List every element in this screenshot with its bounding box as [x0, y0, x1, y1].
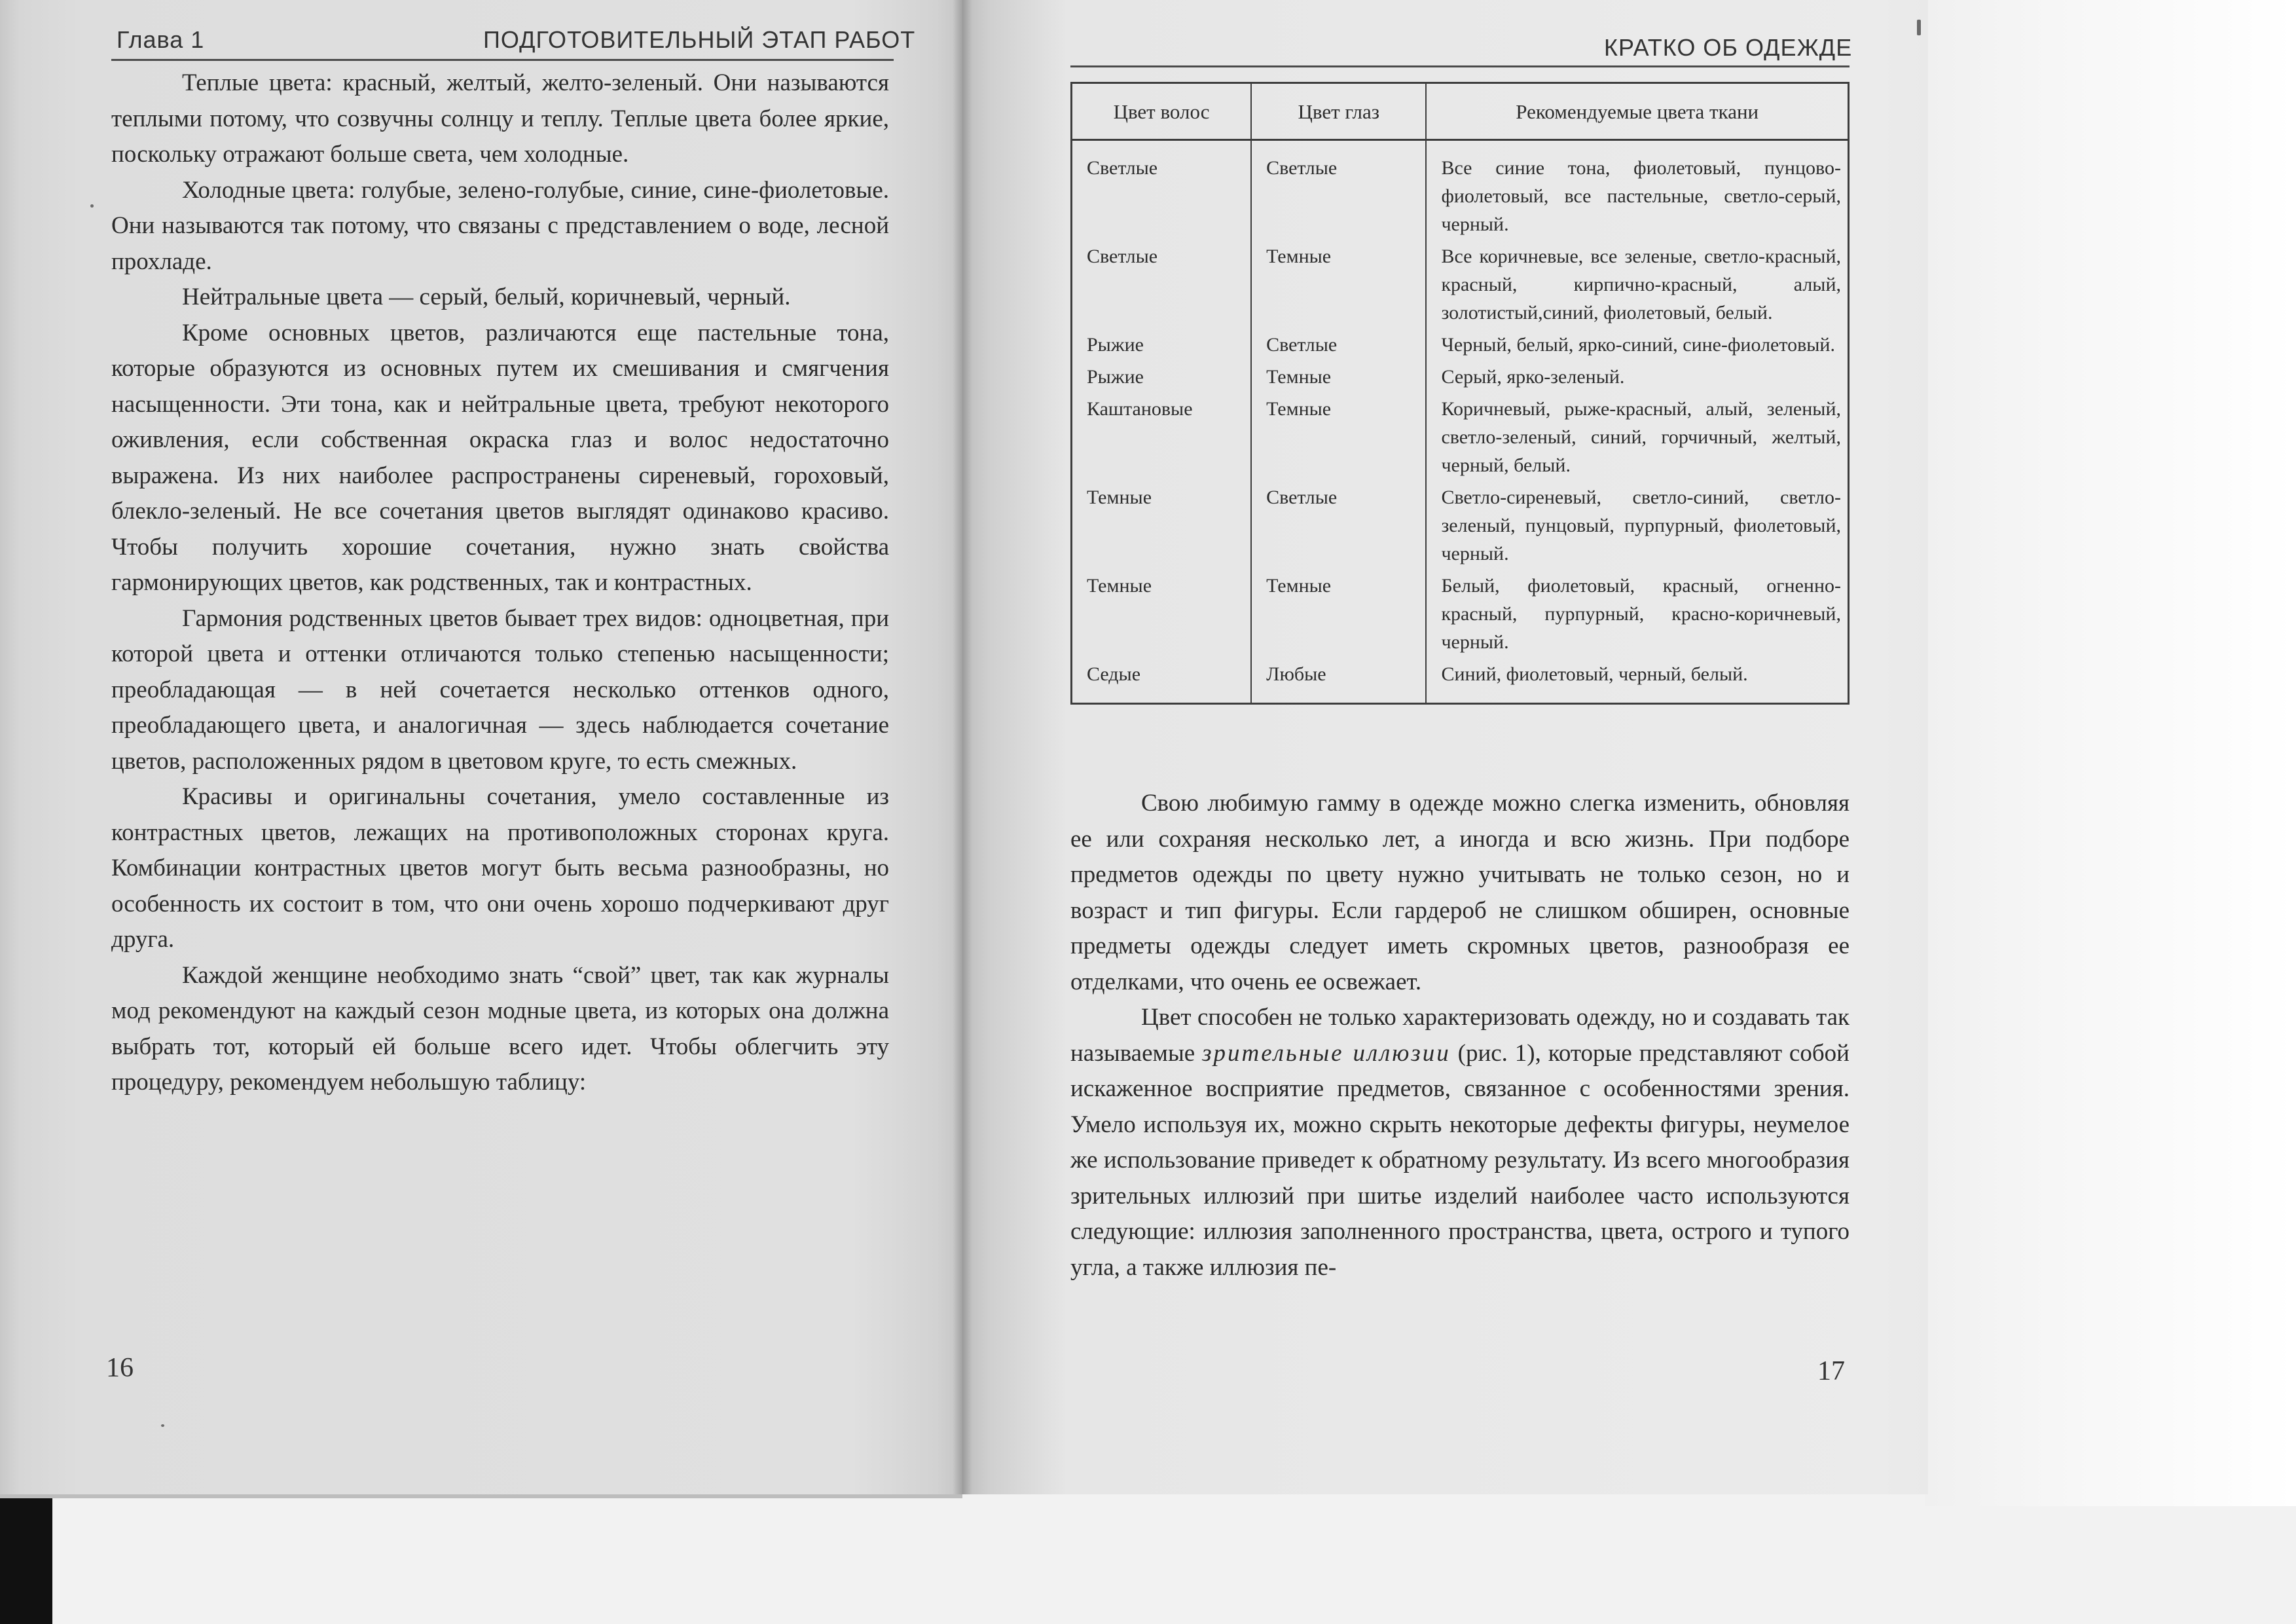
paragraph-visual-illusions — [1070, 1000, 1850, 1285]
table-row — [1072, 483, 1849, 572]
illusions-text-start: Цвет способен не только характеризовать одежду, но и создавать так называемые — [1070, 1004, 1850, 1067]
cell-eyes: Темные — [1251, 363, 1426, 395]
cell-fabric: Синий, фиолетовый, черный, белый. — [1441, 663, 1748, 685]
left-page — [0, 0, 962, 1494]
cell-fabric: Белый, фиолетовый, красный, огненно-красный, пурпурный, красно-коричневый, черный. — [1441, 575, 1841, 653]
illusions-text-end: (рис. 1), которые представляют собой искаженное восприятие предметов, связанное с особенностями зрения. Умело используя их, можно скрыть некоторые дефекты фигуры, неумелое же использование приведет к обратному результату. Из всего многообразия зрительных иллюзий при шитье изделий наиболее часто используются следующие: иллюзия заполненного пространства, цвета, острого и тупого угла, а также иллюзия пе- — [1070, 1039, 1850, 1281]
chapter-label: Глава 1 — [117, 26, 205, 53]
header-hair-color: Цвет волос — [1072, 83, 1252, 140]
illusions-emphasis: зрительные иллюзии — [1202, 1039, 1451, 1067]
paragraph-cold-colors: Холодные цвета: голубые, зелено-голубые, синие, сине-фиолетовые. Они называются так потому, что связаны с представлением о воде, лесной прохладе. — [111, 176, 889, 275]
cell-hair: Каштановые — [1072, 395, 1252, 483]
header-eye-color: Цвет глаз — [1251, 83, 1426, 140]
cell-fabric: Коричневый, рыже-красный, алый, зеленый, светло-зеленый, синий, горчичный, желтый, черный, белый. — [1441, 398, 1841, 476]
header-fabric-colors: Рекомендуемые цвета ткани — [1426, 83, 1848, 140]
cell-hair: Темные — [1072, 572, 1252, 660]
color-recommendation-table — [1070, 82, 1850, 705]
cell-hair: Седые — [1072, 660, 1252, 704]
cell-hair: Темные — [1072, 483, 1252, 572]
table-row — [1072, 660, 1849, 704]
paragraph-neutral-colors: Нейтральные цвета — серый, белый, коричневый, черный. — [182, 284, 791, 310]
left-body-text — [111, 65, 889, 1101]
paragraph-own-color: Каждой женщине необходимо знать “свой” цвет, так как журналы мод рекомендуют на каждый сезон модные цвета, из которых она должна выбрать тот, который ей больше всего идет. Чтобы облегчить эту процедуру, рекомендуем небольшую таблицу: — [111, 961, 889, 1096]
scan-speck — [1917, 20, 1921, 35]
paragraph-related-harmony: Гармония родственных цветов бывает трех видов: одноцветная, при которой цвета и оттенки отличаются только степенью насыщенности; преобладающая — в ней сочетается несколько оттенков одного, преобладающего цвета, и аналогичная — здесь наблюдается сочетание цветов, расположенных рядом в цветовом круге, то есть смежных. — [111, 604, 889, 775]
cell-eyes: Светлые — [1251, 140, 1426, 243]
paragraph-warm-colors: Теплые цвета: красный, желтый, желто-зеленый. Они называются теплыми потому, что созвучны солнцу и теплу. Теплые цвета более яркие, поскольку отражают больше света, чем холодные. — [111, 69, 889, 168]
page-number-left: 16 — [106, 1353, 134, 1383]
cell-fabric: Светло-сиреневый, светло-синий, светло-зеленый, пунцовый, пурпурный, фиолетовый, черный. — [1441, 487, 1841, 564]
book-gutter — [953, 0, 972, 1494]
cell-fabric: Все коричневые, все зеленые, светло-красный, красный, кирпично-красный, алый, золотистый,синий, фиолетовый, белый. — [1441, 246, 1841, 323]
cell-eyes: Светлые — [1251, 331, 1426, 363]
cell-fabric: Черный, белый, ярко-синий, сине-фиолетовый. — [1441, 334, 1835, 356]
scan-speck — [90, 204, 94, 208]
cell-eyes: Темные — [1251, 572, 1426, 660]
table-row — [1072, 572, 1849, 660]
right-page — [962, 0, 1928, 1494]
header-rule-left — [111, 59, 894, 61]
scan-speck — [161, 1424, 164, 1427]
cell-eyes: Любые — [1251, 660, 1426, 704]
cell-hair: Рыжие — [1072, 331, 1252, 363]
paragraph-pastel-tones: Кроме основных цветов, различаются еще пастельные тона, которые образуются из основных путем их смешивания и смягчения насыщенности. Эти тона, как и нейтральные цвета, требуют некоторого оживления, если собственная окраска глаз и волос недостаточно выражена. Из них наиболее распространены сиреневый, гороховый, блекло-зеленый. Не все сочетания цветов выглядят одинаково красиво. Чтобы получить хорошие сочетания, нужно знать свойства гармонирующих цветов, как родственных, так и контрастных. — [111, 319, 889, 596]
table-row — [1072, 242, 1849, 331]
table-header-row — [1072, 83, 1849, 140]
running-head-left: ПОДГОТОВИТЕЛЬНЫЙ ЭТАП РАБОТ — [483, 26, 916, 53]
cell-eyes: Темные — [1251, 395, 1426, 483]
running-head-right: КРАТКО ОБ ОДЕЖДЕ — [1604, 34, 1853, 61]
page-number-right: 17 — [1817, 1356, 1845, 1386]
cell-hair: Рыжие — [1072, 363, 1252, 395]
cell-fabric: Все синие тона, фиолетовый, пунцово-фиолетовый, все пастельные, светло-серый, черный. — [1441, 157, 1841, 235]
right-body-text — [1070, 786, 1850, 1285]
header-rule-right — [1070, 65, 1850, 67]
cell-hair: Светлые — [1072, 140, 1252, 243]
cell-eyes: Светлые — [1251, 483, 1426, 572]
table-row — [1072, 363, 1849, 395]
paragraph-color-range: Свою любимую гамму в одежде можно слегка изменить, обновляя ее или сохраняя несколько лет, а иногда и всю жизнь. При подборе предметов одежды по цвету нужно учитывать не только сезон, но и возраст и тип фигуры. Если гардероб не слишком обширен, основные предметы одежды следует иметь скромных цветов, разнообразя ее отделками, что очень ее освежает. — [1070, 790, 1850, 995]
paragraph-contrast-colors: Красивы и оригинальны сочетания, умело составленные из контрастных цветов, лежащих на противоположных сторонах круга. Комбинации контрастных цветов могут быть весьма разнообразны, но особенность их состоит в том, что они очень хорошо подчеркивают друг друга. — [111, 783, 889, 953]
cell-eyes: Темные — [1251, 242, 1426, 331]
table-row — [1072, 331, 1849, 363]
table-row — [1072, 395, 1849, 483]
table-row — [1072, 140, 1849, 243]
cell-fabric: Серый, ярко-зеленый. — [1441, 366, 1625, 388]
cell-hair: Светлые — [1072, 242, 1252, 331]
scanner-margin — [1925, 0, 2296, 1506]
